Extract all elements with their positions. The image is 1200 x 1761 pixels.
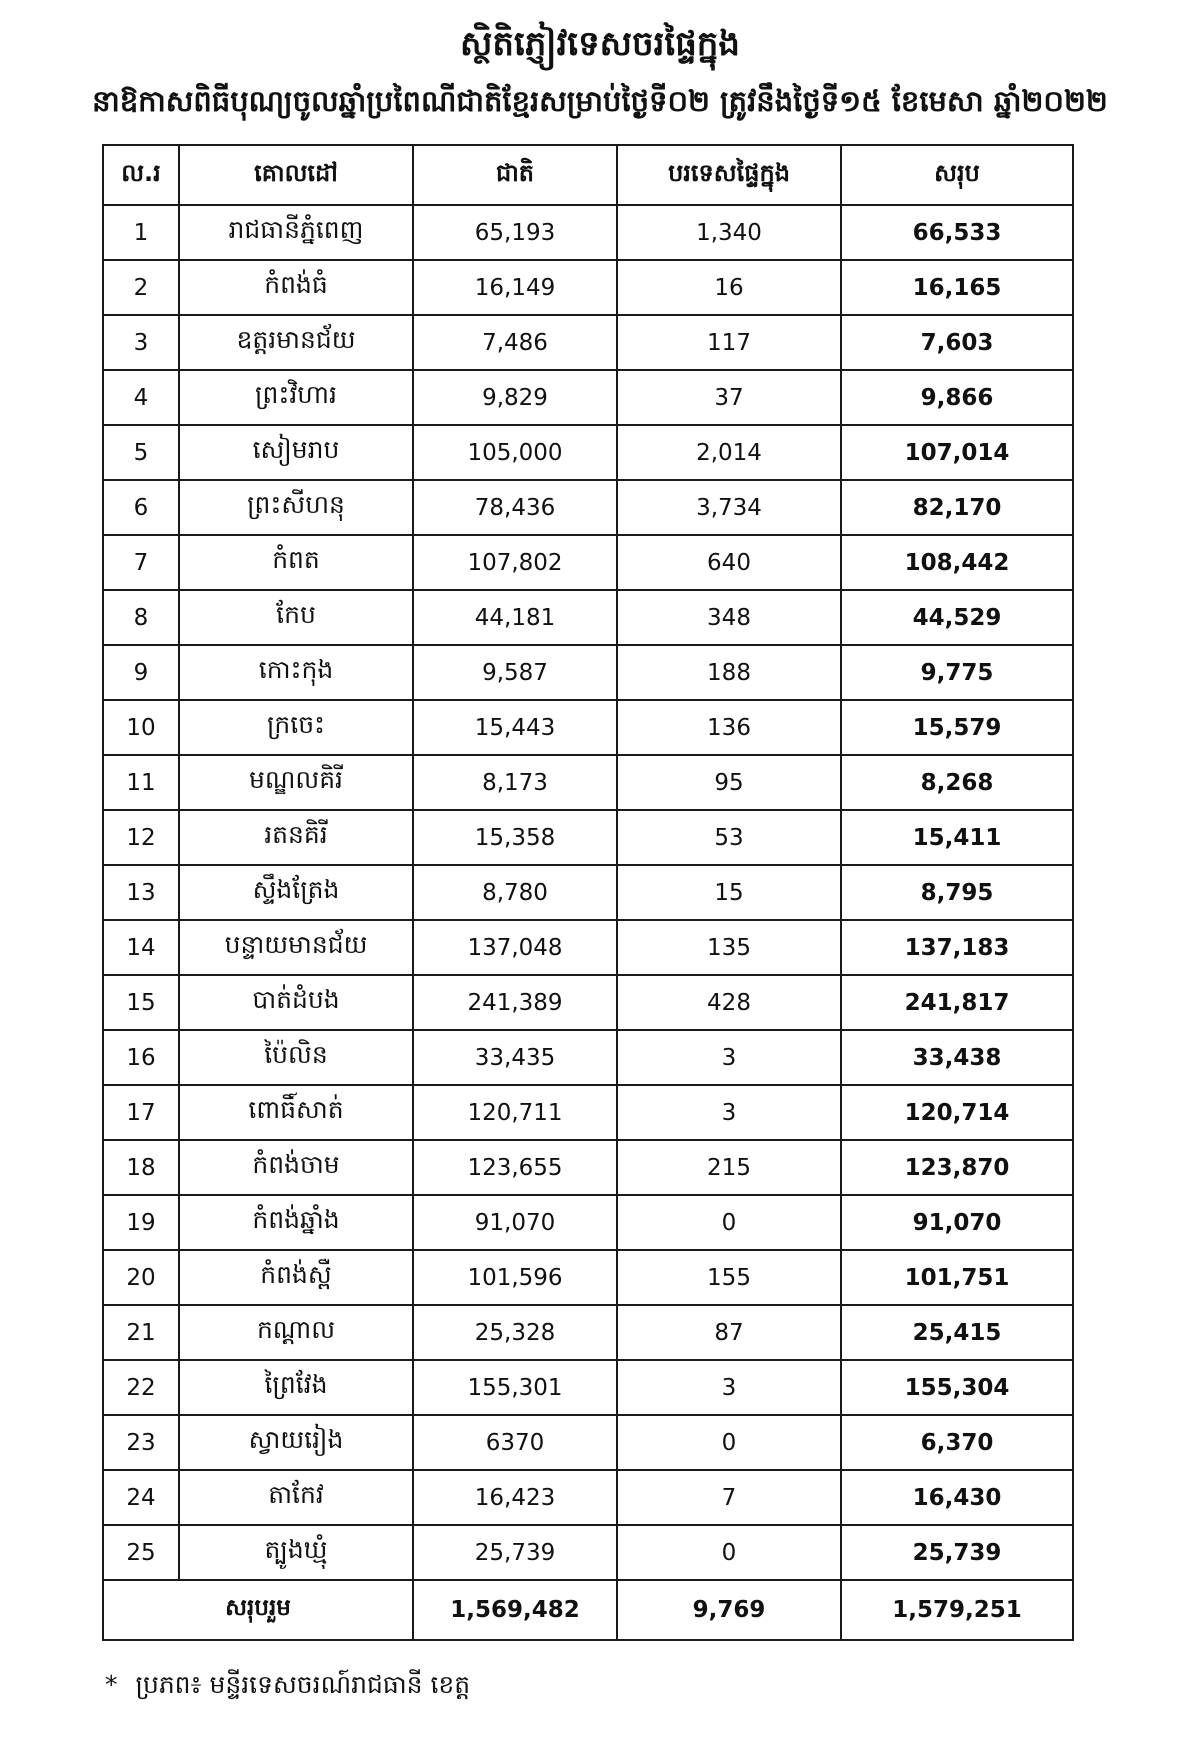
foreign-count: 215	[617, 1140, 841, 1195]
foreign-count: 135	[617, 920, 841, 975]
foreign-count: 53	[617, 810, 841, 865]
national-count: 9,587	[413, 645, 617, 700]
total-count: 9,866	[841, 370, 1073, 425]
foreign-count: 3	[617, 1085, 841, 1140]
row-number: 8	[103, 590, 179, 645]
foreign-count: 155	[617, 1250, 841, 1305]
province-name: ស្វាយរៀង	[179, 1415, 413, 1470]
table-row	[103, 260, 1073, 315]
province-name: កំពង់ធំ	[179, 260, 413, 315]
total-count: 66,533	[841, 205, 1073, 260]
tourist-statistics-table	[102, 144, 1074, 1641]
table-row	[103, 1525, 1073, 1580]
foreign-count: 95	[617, 755, 841, 810]
national-count: 137,048	[413, 920, 617, 975]
row-number: 21	[103, 1305, 179, 1360]
row-number: 24	[103, 1470, 179, 1525]
row-number: 15	[103, 975, 179, 1030]
national-count: 25,739	[413, 1525, 617, 1580]
table-row	[103, 1470, 1073, 1525]
total-count: 101,751	[841, 1250, 1073, 1305]
column-header-national: ជាតិ	[413, 145, 617, 205]
foreign-count: 7	[617, 1470, 841, 1525]
row-number: 16	[103, 1030, 179, 1085]
row-number: 11	[103, 755, 179, 810]
table-header	[103, 145, 1073, 205]
total-count: 155,304	[841, 1360, 1073, 1415]
province-name: កំពង់ចាម	[179, 1140, 413, 1195]
row-number: 3	[103, 315, 179, 370]
header-row	[103, 145, 1073, 205]
province-name: ស្ទឹងត្រែង	[179, 865, 413, 920]
foreign-count: 136	[617, 700, 841, 755]
province-name: ក្រចេះ	[179, 700, 413, 755]
foreign-count: 640	[617, 535, 841, 590]
page-title: ស្ថិតិភ្ញៀវទេសចរផ្ទៃក្នុង	[460, 24, 740, 64]
total-count: 9,775	[841, 645, 1073, 700]
column-header-foreign-domestic: បរទេសផ្ទៃក្នុង	[617, 145, 841, 205]
table-row	[103, 1195, 1073, 1250]
table-row	[103, 975, 1073, 1030]
grand-total-sum: 1,579,251	[841, 1580, 1073, 1640]
table-footer	[103, 1580, 1073, 1640]
province-name: ប៉ៃលិន	[179, 1030, 413, 1085]
table-row	[103, 1415, 1073, 1470]
province-name: ព្រៃវែង	[179, 1360, 413, 1415]
table-row	[103, 920, 1073, 975]
foreign-count: 3	[617, 1360, 841, 1415]
foreign-count: 0	[617, 1415, 841, 1470]
national-count: 65,193	[413, 205, 617, 260]
table-row	[103, 645, 1073, 700]
row-number: 19	[103, 1195, 179, 1250]
foreign-count: 3,734	[617, 480, 841, 535]
national-count: 8,173	[413, 755, 617, 810]
total-count: 107,014	[841, 425, 1073, 480]
table-row	[103, 700, 1073, 755]
province-name: កែប	[179, 590, 413, 645]
foreign-count: 3	[617, 1030, 841, 1085]
total-count: 120,714	[841, 1085, 1073, 1140]
table-row	[103, 315, 1073, 370]
total-count: 137,183	[841, 920, 1073, 975]
foreign-count: 15	[617, 865, 841, 920]
column-header-total: សរុប	[841, 145, 1073, 205]
table-row	[103, 1360, 1073, 1415]
table-row	[103, 480, 1073, 535]
province-name: ពោធិ៍សាត់	[179, 1085, 413, 1140]
total-count: 33,438	[841, 1030, 1073, 1085]
province-name: បន្ទាយមានជ័យ	[179, 920, 413, 975]
total-count: 7,603	[841, 315, 1073, 370]
foreign-count: 1,340	[617, 205, 841, 260]
national-count: 15,358	[413, 810, 617, 865]
foreign-count: 87	[617, 1305, 841, 1360]
table-row	[103, 1305, 1073, 1360]
foreign-count: 16	[617, 260, 841, 315]
table-row	[103, 1085, 1073, 1140]
national-count: 44,181	[413, 590, 617, 645]
column-header-number: ល.រ	[103, 145, 179, 205]
foreign-count: 37	[617, 370, 841, 425]
footnote-text: ប្រភព៖ មន្ទីរទេសចរណ៍រាជធានី ខេត្ត	[135, 1670, 471, 1699]
national-count: 9,829	[413, 370, 617, 425]
province-name: មណ្ឌលគិរី	[179, 755, 413, 810]
national-count: 16,423	[413, 1470, 617, 1525]
row-number: 10	[103, 700, 179, 755]
province-name: កោះកុង	[179, 645, 413, 700]
table-row	[103, 1030, 1073, 1085]
national-count: 6370	[413, 1415, 617, 1470]
national-count: 105,000	[413, 425, 617, 480]
national-count: 7,486	[413, 315, 617, 370]
row-number: 5	[103, 425, 179, 480]
table-body	[103, 205, 1073, 1580]
foreign-count: 348	[617, 590, 841, 645]
table-row	[103, 535, 1073, 590]
grand-total-label: សរុបរួម	[103, 1580, 413, 1640]
table-row	[103, 810, 1073, 865]
foreign-count: 188	[617, 645, 841, 700]
total-count: 82,170	[841, 480, 1073, 535]
footnote-marker: *	[105, 1670, 118, 1699]
province-name: បាត់ដំបង	[179, 975, 413, 1030]
national-count: 16,149	[413, 260, 617, 315]
foreign-count: 117	[617, 315, 841, 370]
national-count: 101,596	[413, 1250, 617, 1305]
province-name: កំពង់ស្ពឺ	[179, 1250, 413, 1305]
province-name: សៀមរាប	[179, 425, 413, 480]
row-number: 6	[103, 480, 179, 535]
province-name: រតនគិរី	[179, 810, 413, 865]
province-name: រាជធានីភ្នំពេញ	[179, 205, 413, 260]
table-row	[103, 370, 1073, 425]
national-count: 33,435	[413, 1030, 617, 1085]
national-count: 8,780	[413, 865, 617, 920]
national-count: 107,802	[413, 535, 617, 590]
row-number: 20	[103, 1250, 179, 1305]
row-number: 22	[103, 1360, 179, 1415]
row-number: 14	[103, 920, 179, 975]
national-count: 123,655	[413, 1140, 617, 1195]
province-name: កណ្ដាល	[179, 1305, 413, 1360]
page-subtitle: នាឱកាសពិធីបុណ្យចូលឆ្នាំប្រពៃណីជាតិខ្មែរសម្រាប់ថ្ងៃទី០២ ត្រូវនឹងថ្ងៃទី១៥ ខែមេសា ឆ្នាំ២០២២	[92, 84, 1108, 118]
table-row	[103, 865, 1073, 920]
source-footnote	[105, 1670, 470, 1706]
row-number: 12	[103, 810, 179, 865]
total-count: 25,415	[841, 1305, 1073, 1360]
row-number: 17	[103, 1085, 179, 1140]
row-number: 9	[103, 645, 179, 700]
row-number: 13	[103, 865, 179, 920]
grand-total-row	[103, 1580, 1073, 1640]
grand-total-foreign: 9,769	[617, 1580, 841, 1640]
national-count: 25,328	[413, 1305, 617, 1360]
total-count: 91,070	[841, 1195, 1073, 1250]
table-row	[103, 1140, 1073, 1195]
row-number: 2	[103, 260, 179, 315]
province-name: ត្បូងឃ្មុំ	[179, 1525, 413, 1580]
row-number: 18	[103, 1140, 179, 1195]
national-count: 78,436	[413, 480, 617, 535]
total-count: 6,370	[841, 1415, 1073, 1470]
row-number: 4	[103, 370, 179, 425]
foreign-count: 0	[617, 1195, 841, 1250]
row-number: 23	[103, 1415, 179, 1470]
total-count: 44,529	[841, 590, 1073, 645]
total-count: 241,817	[841, 975, 1073, 1030]
province-name: ឧត្តរមានជ័យ	[179, 315, 413, 370]
province-name: ព្រះសីហនុ	[179, 480, 413, 535]
province-name: កំពង់ឆ្នាំង	[179, 1195, 413, 1250]
national-count: 155,301	[413, 1360, 617, 1415]
total-count: 123,870	[841, 1140, 1073, 1195]
table-row	[103, 590, 1073, 645]
province-name: ព្រះវិហារ	[179, 370, 413, 425]
total-count: 15,579	[841, 700, 1073, 755]
national-count: 241,389	[413, 975, 617, 1030]
national-count: 120,711	[413, 1085, 617, 1140]
foreign-count: 0	[617, 1525, 841, 1580]
province-name: តាកែវ	[179, 1470, 413, 1525]
total-count: 25,739	[841, 1525, 1073, 1580]
total-count: 16,430	[841, 1470, 1073, 1525]
row-number: 7	[103, 535, 179, 590]
table-row	[103, 425, 1073, 480]
column-header-destination: គោលដៅ	[179, 145, 413, 205]
row-number: 25	[103, 1525, 179, 1580]
table-row	[103, 755, 1073, 810]
total-count: 108,442	[841, 535, 1073, 590]
row-number: 1	[103, 205, 179, 260]
total-count: 15,411	[841, 810, 1073, 865]
national-count: 91,070	[413, 1195, 617, 1250]
total-count: 16,165	[841, 260, 1073, 315]
table-row	[103, 1250, 1073, 1305]
foreign-count: 2,014	[617, 425, 841, 480]
national-count: 15,443	[413, 700, 617, 755]
grand-total-national: 1,569,482	[413, 1580, 617, 1640]
foreign-count: 428	[617, 975, 841, 1030]
total-count: 8,795	[841, 865, 1073, 920]
table-row	[103, 205, 1073, 260]
total-count: 8,268	[841, 755, 1073, 810]
province-name: កំពត	[179, 535, 413, 590]
